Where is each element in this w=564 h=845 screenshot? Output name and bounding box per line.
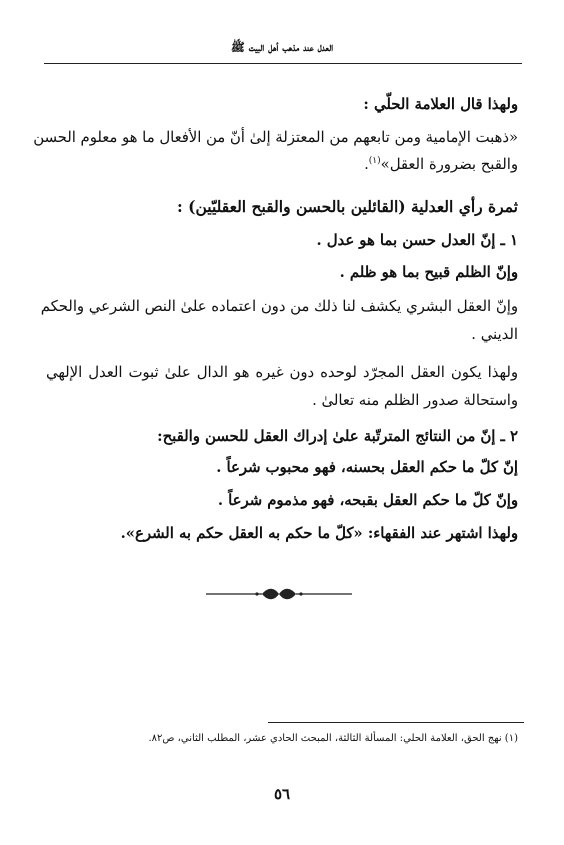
quote-line: «ذهبت الإمامية ومن تابعهم من المعتزلة إلىٰ أنّ من الأفعال ما هو معلوم الحسن [33,129,518,146]
footnote: (١) نهج الحق، العلامة الحلي: المسألة الثالثة، المبحث الحادي عشر، المطلب الثاني، ص٨٢. [148,733,518,744]
paragraph-line: ولهذا يكون العقل المجرّد لوحده دون غيره هو الدال علىٰ ثبوت العدل الإلهي [46,364,518,381]
paragraph-line: واستحالة صدور الظلم منه تعالىٰ . [312,392,518,409]
footnote-ref: (١) [368,156,381,167]
running-header: العدل عند مذهب أهل البيت ﷺ [230,40,334,54]
paragraph-line: وإنّ كلّ ما حكم العقل بقبحه، فهو مذموم شرعاً . [217,492,518,509]
quote-line-end [364,154,518,176]
header-rule [44,63,522,64]
paragraph-line: إنّ كلّ ما حكم العقل بحسنه، فهو محبوب شرعاً . [216,459,518,476]
paragraph-line: الديني . [471,326,518,343]
paragraph-line: وإنّ العقل البشري يكشف لنا ذلك من دون اعتماده علىٰ النص الشرعي والحكم [40,298,518,315]
section-heading: ثمرة رأي العدلية (القائلين بالحسن والقبح العقليّين) : [177,197,518,216]
point-2: ٢ ـ إنّ من النتائج المترتّبة علىٰ إدراك العقل للحسن والقبح: [157,428,518,445]
paragraph-line: ولهذا اشتهر عند الفقهاء: «كلّ ما حكم به العقل حكم به الشرع». [120,525,518,542]
point-1: ١ ـ إنّ العدل حسن بما هو عدل . [316,232,518,249]
quote-text: والقبح بضرورة العقل» [380,156,518,173]
paragraph-line: وإنّ الظلم قبيح بما هو ظلم . [339,264,518,281]
section-divider-ornament [204,584,354,604]
page-number: ٥٦ [273,785,291,803]
footnote-rule [268,722,524,723]
paragraph-line: ولهذا قال العلامة الحلّي : [363,96,518,113]
quote-period: . [364,156,369,173]
